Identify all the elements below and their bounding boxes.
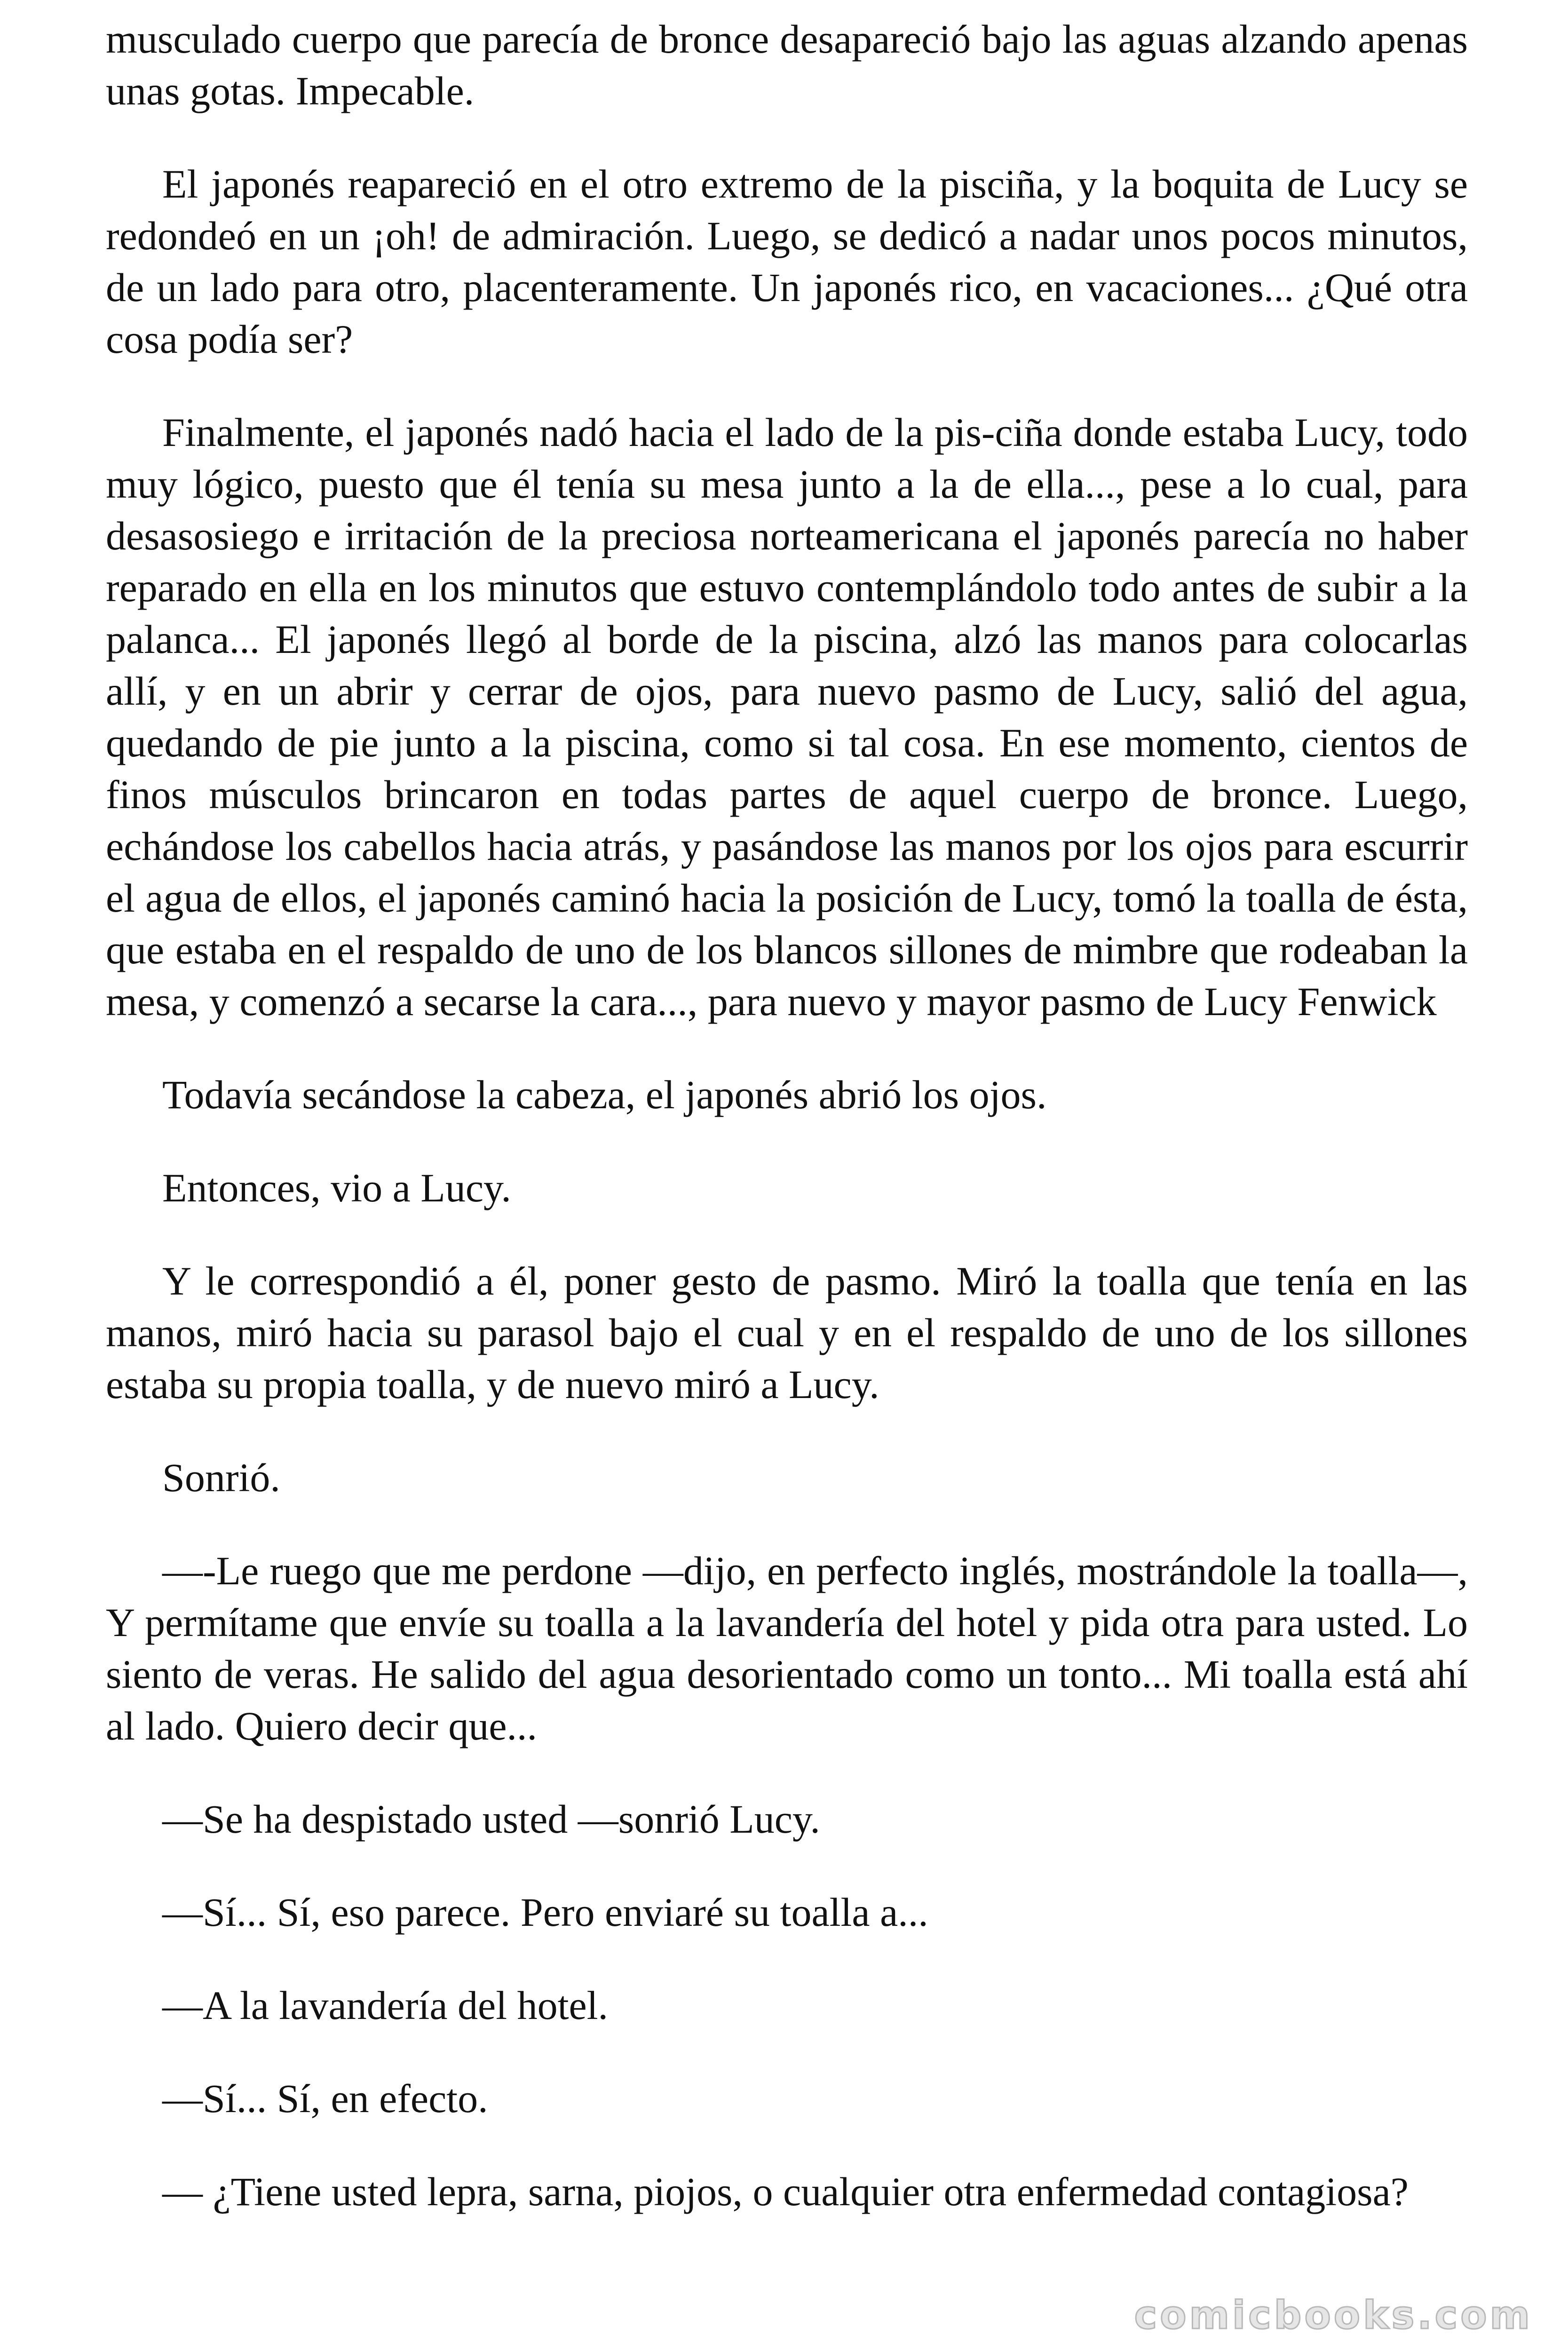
watermark: comicbooks.com — [1134, 2293, 1533, 2338]
paragraph: El japonés reapareció en el otro extremo de la pisciña, y la boquita de Lucy se redondeó en un ¡oh! de admiración. Luego, se dedicó a nadar unos pocos minutos, de un lado para otro, placenteramente. Un japonés rico, en vacaciones... ¿Qué otra cosa podía ser? — [106, 161, 1468, 362]
paragraph: Todavía secándose la cabeza, el japonés abrió los ojos. — [162, 1072, 1047, 1117]
paragraph: —Se ha despistado usted —sonrió Lucy. — [162, 1796, 820, 1842]
paragraph: — ¿Tiene usted lepra, sarna, piojos, o cualquier otra enfermedad contagiosa? — [162, 2169, 1409, 2214]
paragraph: Finalmente, el japonés nadó hacia el lado de la pis-ciña donde estaba Lucy, todo muy lógico, puesto que él tenía su mesa junto a la de ella..., pese a lo cual, para desasosiego e irritación de la preciosa norteamericana el japonés parecía no haber reparado en ella en los minutos que estuvo contemplándolo todo antes de subir a la palanca... El japonés llegó al borde de la piscina, alzó las manos para colocarlas allí, y en un abrir y cerrar de ojos, para nuevo pasmo de Lucy, salió del agua, quedando de pie junto a la piscina, como si tal cosa. En ese momento, cientos de finos músculos brincaron en todas partes de aquel cuerpo de bronce. Luego, echándose los cabellos hacia atrás, y pasándose las manos por los ojos para escurrir el agua de ellos, el japonés caminó hacia la posición de Lucy, tomó la toalla de ésta, que estaba en el respaldo de uno de los blancos sillones de mimbre que rodeaban la mesa, y comenzó a secarse la cara..., para nuevo y mayor pasmo de Lucy Fenwick — [106, 410, 1468, 1024]
paragraph: musculado cuerpo que parecía de bronce desapareció bajo las aguas alzando apenas unas gotas. Impecable. — [106, 16, 1468, 113]
paragraph: —Sí... Sí, en efecto. — [162, 2076, 488, 2121]
paragraph: Sonrió. — [162, 1455, 280, 1500]
body-text — [106, 13, 1468, 2217]
paragraph: —-Le ruego que me perdone —dijo, en perfecto inglés, mostrándole la toalla—, Y permítame que envíe su toalla a la lavandería del hotel y pida otra para usted. Lo siento de veras. He salido del agua desorientado como un tonto... Mi toalla está ahí al lado. Quiero decir que... — [106, 1548, 1468, 1748]
paragraph: Y le correspondió a él, poner gesto de pasmo. Miró la toalla que tenía en las manos, miró hacia su parasol bajo el cual y en el respaldo de uno de los sillones estaba su propia toalla, y de nuevo miró a Lucy. — [106, 1258, 1468, 1407]
paragraph: —A la lavandería del hotel. — [162, 1983, 609, 2028]
paragraph: —Sí... Sí, eso parece. Pero enviaré su toalla a... — [162, 1890, 928, 1935]
paragraph: Entonces, vio a Lucy. — [162, 1165, 511, 1210]
